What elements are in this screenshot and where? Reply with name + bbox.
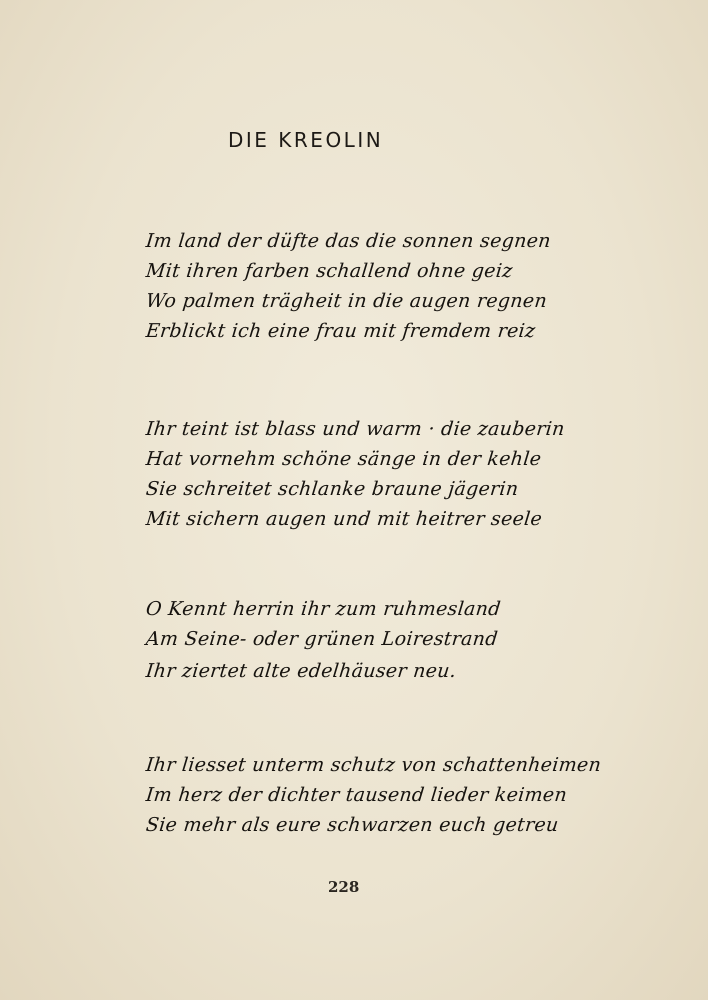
- poem-title: DIE KREOLIN: [228, 128, 384, 152]
- poem-line: Sie schreitet schlanke braune jägerin: [144, 478, 520, 500]
- poem-line: Sie mehr als eure schwarzen euch getreu: [144, 814, 560, 836]
- poem-line: Im herz der dichter tausend lieder keimen: [144, 784, 569, 806]
- poem-line: Mit sichern augen und mit heitrer seele: [144, 508, 544, 530]
- poem-line: Ihr teint ist blass und warm · die zauberin: [144, 418, 566, 440]
- poem-line: Hat vornehm schöne sänge in der kehle: [144, 448, 543, 470]
- poem-line: Erblickt ich eine frau mit fremdem reiz: [144, 320, 537, 342]
- poem-line: Ihr ziertet alte edelhäuser neu.: [144, 660, 458, 682]
- poem-line: Wo palmen trägheit in die augen regnen: [144, 290, 549, 312]
- poem-line: Am Seine- oder grünen Loirestrand: [144, 628, 499, 650]
- poem-line: Mit ihren farben schallend ohne geiz: [144, 260, 514, 282]
- poem-line: O Kennt herrin ihr zum ruhmesland: [144, 598, 502, 620]
- poem-line: Ihr liesset unterm schutz von schattenheimen: [144, 754, 603, 776]
- poem-line: Im land der düfte das die sonnen segnen: [144, 230, 553, 252]
- page-number: 228: [328, 878, 360, 896]
